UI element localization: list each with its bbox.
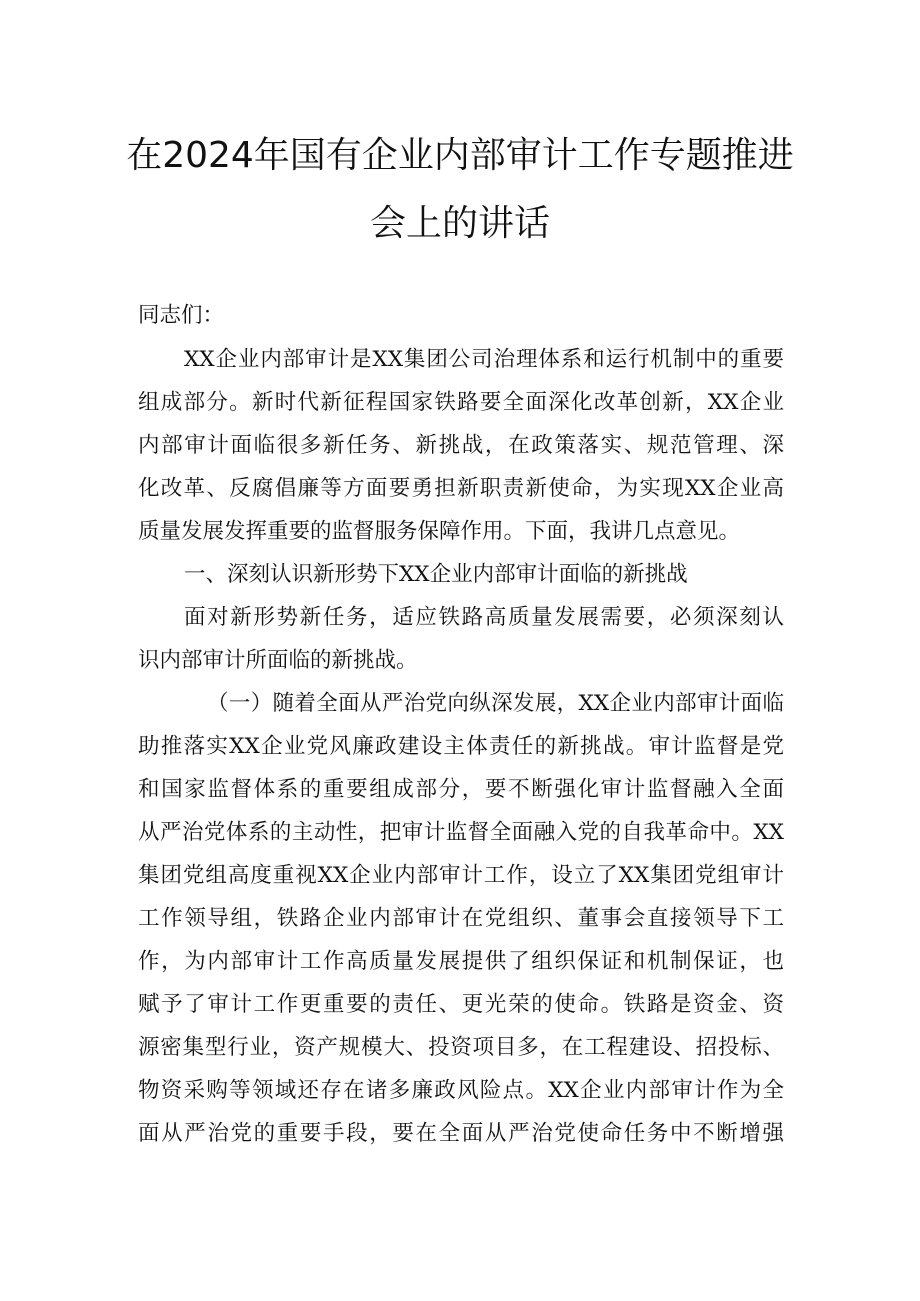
paragraph-line: 赋予了审计工作更重要的责任、更光荣的使命。铁路是资金、资: [138, 992, 784, 1017]
paragraph-line: 化改革、反腐倡廉等方面要勇担新职责新使命，为实现XX企业高: [138, 476, 784, 501]
paragraph-line: 物资采购等领域还存在诸多廉政风险点。XX企业内部审计作为全: [138, 1078, 784, 1103]
paragraph-line: 和国家监督体系的重要组成部分，要不断强化审计监督融入全面: [138, 777, 784, 802]
paragraph-line: 面从严治党的重要手段，要在全面从严治党使命任务中不断增强: [138, 1121, 784, 1146]
salutation: 同志们：: [138, 303, 225, 328]
paragraph-line: 组成部分。新时代新征程国家铁路要全面深化改革创新，XX企业: [138, 390, 784, 415]
paragraph-line: 质量发展发挥重要的监督服务保障作用。下面，我讲几点意见。: [138, 519, 741, 544]
paragraph-line: 从严治党体系的主动性，把审计监督全面融入党的自我革命中。XX: [138, 820, 784, 845]
paragraph-line: XX企业内部审计是XX集团公司治理体系和运行机制中的重要: [184, 347, 784, 372]
paragraph-line: 集团党组高度重视XX企业内部审计工作，设立了XX集团党组审计: [138, 863, 784, 888]
document-title-line-1: 在2024年国有企业内部审计工作专题推进: [126, 135, 794, 176]
paragraph-line: 内部审计面临很多新任务、新挑战，在政策落实、规范管理、深: [138, 433, 784, 458]
paragraph-line: 工作领导组，铁路企业内部审计在党组织、董事会直接领导下工: [138, 906, 784, 931]
section-heading: 一、深刻认识新形势下XX企业内部审计面临的新挑战: [184, 562, 688, 587]
paragraph-line: 助推落实XX企业党风廉政建设主体责任的新挑战。审计监督是党: [138, 734, 784, 759]
paragraph-line: 面对新形势新任务，适应铁路高质量发展需要，必须深刻认: [184, 605, 784, 630]
paragraph-line: 源密集型行业，资产规模大、投资项目多，在工程建设、招投标、: [138, 1035, 784, 1060]
paragraph-line: 作，为内部审计工作高质量发展提供了组织保证和机制保证，也: [138, 949, 784, 974]
paragraph-line: （一）随着全面从严治党向纵深发展，XX企业内部审计面临: [207, 691, 784, 716]
paragraph-line: 识内部审计所面临的新挑战。: [138, 648, 418, 673]
document-title-line-2: 会上的讲话: [369, 203, 550, 244]
